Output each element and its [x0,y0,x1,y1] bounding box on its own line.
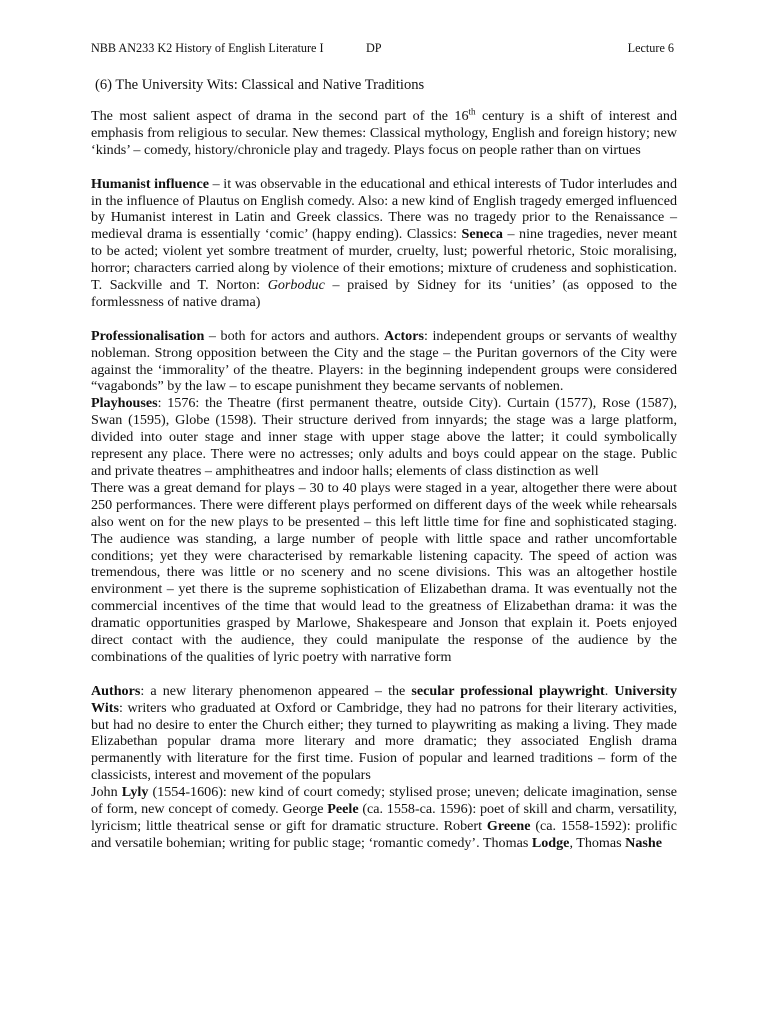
playhouses-paragraph: Playhouses: 1576: the Theatre (first permanent theatre, outside City). Curtain (1577), Rose (1587), Swan (1595), Globe (1598). Their structure derived from innyards; the stage was a large platform, divided into outer stage and inner stage with upper stage above the latter; it could symbolically represent any place. There were no actresses; only adults and boys could appear on the stage. Public and private theatres – amphitheatres and indoor halls; elements of class distinction as well [91,395,677,479]
page-title: (6) The University Wits: Classical and Native Traditions [95,77,425,93]
intro-paragraph: The most salient aspect of drama in the second part of the 16th century is a shift of interest and emphasis from religious to secular. New themes: Classical mythology, English and foreign history; new ‘kinds’ – comedy, history/chronicle play and tragedy. Plays focus on people rather than on virtues [91,106,677,158]
header-lecture: Lecture 6 [627,41,674,55]
document-body [91,108,677,852]
professionalisation-heading: Professionalisation [91,327,205,344]
authors-heading: Authors [91,682,141,699]
authors-paragraph: Authors: a new literary phenomenon appeared – the secular professional playwright. University Wits: writers who graduated at Oxford or Cambridge, they had no patrons for their literary activities, but had no desire to enter the Church either; they turned to playwriting as making a living. They made Elizabethan popular drama more literary and more dramatic; they associated English drama permanently with literature for the first time. Fusion of popular and learned traditions – form of the classicists, interest and movement of the populars [91,682,678,784]
playwrights-paragraph: John Lyly (1554-1606): new kind of court comedy; stylised prose; uneven; delicate imagination, sense of form, new concept of comedy. George Peele (ca. 1558-ca. 1596): poet of skill and charm, versatility, lyricism; little theatrical sense or gift for dramatic structure. Robert Greene (ca. 1558-1592): prolific and versatile bohemian; writing for public stage; ‘romantic comedy’. Thomas Lodge, Thomas Nashe [91,784,677,851]
professionalisation-paragraph: Professionalisation – both for actors and authors. Actors: independent groups or servants of wealthy nobleman. Strong opposition between the City and the stage – the Puritan governors of the City were against the ‘immorality’ of the theatre. Players: in the beginning independent groups were considered “vagabonds” by the law – to escape punishment they became servants of noblemen. [91,327,677,395]
demand-paragraph: There was a great demand for plays – 30 to 40 plays were staged in a year, altogether there were about 250 performances. There were different plays performed on different days of the week while rehearsals also went on for the new plays to be presented – this left little time for fine and sophisticated staging. The audience was standing, a large number of people with little space and rather uncomfortable conditions; yet they were characterised by remarkable listening capacity. The speed of action was tremendous, there was little or no scenery and no scene divisions. This was an altogether hostile environment – yet there is the supreme sophistication of Elizabethan drama. It was eventually not the commercial incentives of the time that would lead to the greatness of Elizabethan drama: it was the dramatic opportunities grasped by Marlowe, Shakespeare and Jonson that explain it. Poets enjoyed direct contact with the audience, they could manipulate the response of the audience by the combinations of the qualities of lyric poetry with narrative form [91,479,677,665]
header-course: NBB AN233 K2 History of English Literature I [91,41,324,55]
humanist-paragraph: Humanist influence – it was observable in the educational and ethical interests of Tudor interludes and in the influence of Plautus on English comedy. Also: a new kind of English tragedy emerged influenced by Humanist interest in Latin and Greek classics. There was no tragedy prior to the Renaissance – medieval drama is essentially ‘comic’ (happy ending). Classics: Seneca – nine tragedies, never meant to be acted; violent yet sombre treatment of murder, cruelty, lust; powerful rhetoric, Stoic moralising, horror; characters carried along by violence of their emotions; mixture of crudeness and sophistication. T. Sackville and T. Norton: Gorboduc – praised by Sidney for its ‘unities’ (as opposed to the formlessness of native drama) [91,175,678,310]
header-initials: DP [366,41,382,55]
playhouses-heading: Playhouses [91,395,158,412]
humanist-heading: Humanist influence [91,175,209,192]
